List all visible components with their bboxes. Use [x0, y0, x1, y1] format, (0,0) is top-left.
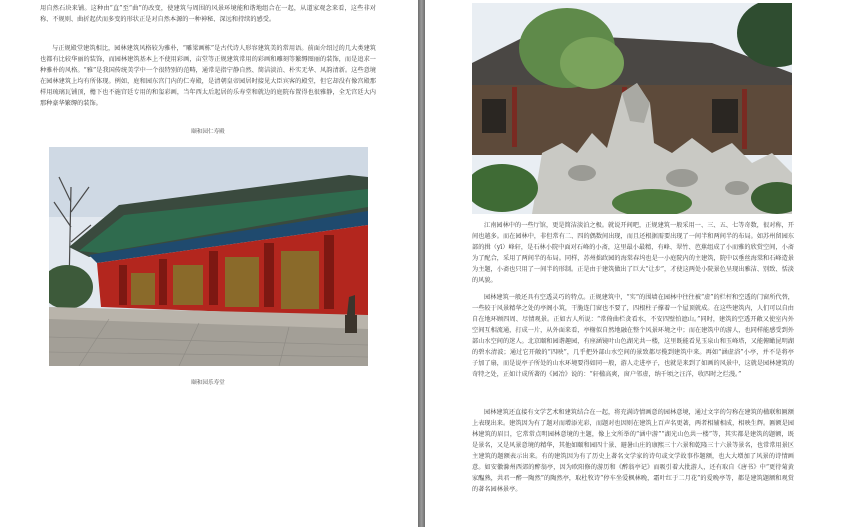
palace-hall-illustration	[49, 147, 368, 366]
right-paragraph-2: 园林建筑一般还具有空透灵巧的特点。正规建筑中，“实”的围墙在园林中往往被“虚”的栏杆和空透的门窗所代替，一些较于风景精华之处的亭阁小筑，干脆连门窗也不要了，四根柱子撑着一个屋顶就成。在这些建筑内，人们可以自由自在地环顾四周、尽情观景。正如古人所说：“常倚曲栏贪看水，不安四壁怕遮山。”同时，建筑的空透开敞又使室内外空间互相流通，打成一片，从外面来看，亭榭似自然地融在整个风景环境之中；而在建筑中的游人，也同样能感受到外部山水空间的迷人。北京颐和园谐趣园，有座涵镜叶山色湖光共一楼，这里既能看见玉泉山和玉峰塔，又能俯瞰昆明湖的碧水清波；通过它开敞的“四映”，几乎把外部山水空间的景致都尽揽到建筑中来。再如“涵虚浴”小亭，并不是将亭子加了扇，而是说亭子所处的山水环境要得如同一般，游人走进亭子，也就是来到了如画的风景中，这就是园林建筑的奇特之处，正如计成所著的《园冶》说的：“轩楹高爽，窗户邻虚，纳千顷之汪洋，收四时之烂漫。”	[472, 294, 794, 378]
right-paragraph-1: 江南园林中的一些厅馆，更是简洁淡泊之极。就说开间吧，正规建筑一般采用一、三、五、七等奇数，很对称，开间也越多。而在园林中，非但常有二、四的偶数间出现，而且还根据需要出现了一间半和两间半的布局。如苏州留园东部的揖（yī）峰轩，是石林小院中面对石峰的小斋，这里最小最精，有峰、翠竹、芭蕉组成了小而雅的欣赏空间，小斋为了配合，采用了两间半的布局。同样，苏州拙政园的海棠春坞也是一小庭院内的主建筑，院中以垂丝海棠和石峰造景为主题，小斋也只用了一间半的形制。正是由于建筑做出了巨大“让步”，才使这两处小院景色呈现出雅洁、别致、恬淡的风貌。	[472, 222, 794, 284]
photo-garden-rockery	[472, 3, 792, 214]
left-paragraph-1: 用自然石块来铺。这种由“直”至“曲”的改变，使建筑与周围的风景环境能和谐地组合在一起，从道家观念来看，这些非对称、不规则、曲折起伏而多变的形状正是对自然本源的一种神秘、深远和持续的感受。	[40, 5, 376, 23]
caption-renshou-hall: 颐和园仁寿殿	[191, 129, 225, 135]
right-paragraph-3: 园林建筑还直接有文学艺术和建筑结合在一起，将充满诗情画意的园林意境，通过文字的匀称在建筑的楹联和匾额上表现出来。建筑因为有了题对而增添光彩，而题对也因则在建筑上百声名更著，两者相辅相成，相映生辉。匾额是园林建筑的眉目，它常常点明园林意境的主题，像上文所举的“涵中游”“湖光山色共一楼”等，其实都是建筑的题额，既是景名，又是风景意境的精华，其他如颐和园四十景、避暑山庄的康熙三十六景和乾隆三十六景等景名，也常常用景区主建筑的题额表示出来。有的建筑因为有了历史上著名文学家的诗句或文学故事作题额，也大大增加了风景的诗情画意。如安徽滁州西郊的醉翁亭，因为欧阳修的游历和《醉翁亭记》而吸引着大批游人，还有取自《唐书》中“更待菊黄家醖熟，共君一醉一陶然”的陶然亭，取杜牧诗“停车坐爱枫林晚，霜叶红于二月花”的爱晚亭等，都是建筑题额和观赏的著名园林景亭。	[472, 409, 794, 493]
photo-renshou-hall	[49, 147, 368, 366]
garden-rockery-illustration	[472, 3, 792, 214]
caption-leshou-hall: 颐和园乐寿堂	[191, 380, 225, 386]
right-page	[425, 0, 842, 527]
left-page	[0, 0, 418, 527]
left-paragraph-2: 与正规殿堂建筑相比，园林建筑风格较为雅朴，“雕梁画栋”是古代诗人形容建筑美的常用语。前面介绍过的几大类建筑也都有比较华丽的装饰，而园林建筑基本上不使用彩画，亩堂等正规建筑常用的彩画和雕刻等繁缛图丽的装饰，而是追求一种雅朴的风格。“雅”是我国传统美学中一个很特别的范畴，通常是指宁静自然、简洁淡泊、朴实无华、风韵清新。这些意境在园林建筑上均有所体现。例如，庭和园东宫门内的仁寿殿，是清朝皇帝园居时接见大臣宾客的殿堂，但它却没有像宫殿那样用琉璃瓦铺顶，檐下也不施宫廷专用的和玺彩画，当年西太后起居的乐寿堂和就边的庭院布置得也很雅静，全无宫廷大内那种豪华繁缛的装饰。	[40, 45, 376, 107]
book-gutter	[418, 0, 425, 527]
